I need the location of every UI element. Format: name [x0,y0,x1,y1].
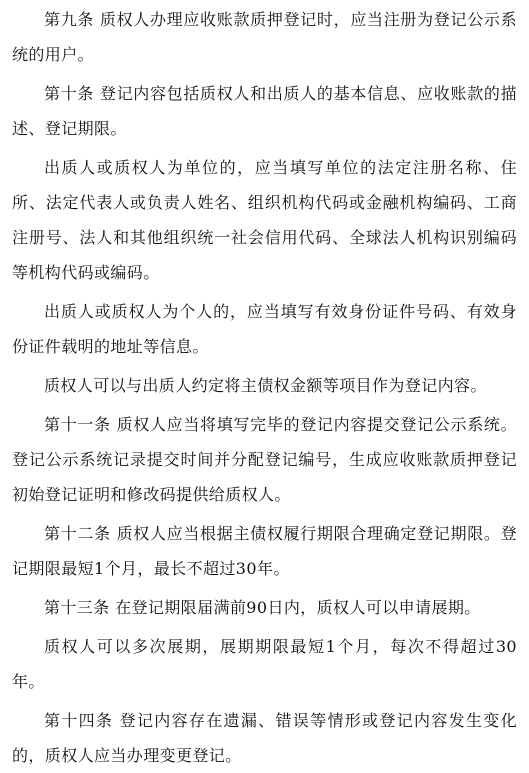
paragraph-article-9: 第九条 质权人办理应收账款质押登记时，应当注册为登记公示系统的用户。 [12,10,517,64]
paragraph-article-11: 第十一条 质权人应当将填写完毕的登记内容提交登记公示系统。登记公示系统记录提交时间并分配登记编号，生成应收账款质押登记初始登记证明和修改码提供给质权人。 [12,415,517,504]
document-page [12,2,517,773]
paragraph-article-14: 第十四条 登记内容存在遗漏、错误等情形或登记内容发生变化的，质权人应当办理变更登记。 [12,711,517,765]
paragraph-article-12: 第十二条 质权人应当根据主债权履行期限合理确定登记期限。登记期限最短1个月，最长不超过30年。 [12,524,517,578]
paragraph-article-13: 第十三条 在登记期限届满前90日内，质权人可以申请展期。 [44,598,481,617]
paragraph-agreed-content: 质权人可以与出质人约定将主债权金额等项目作为登记内容。 [44,376,487,395]
paragraph-extension: 质权人可以多次展期，展期期限最短1个月，每次不得超过30年。 [12,637,517,691]
paragraph-entity-info: 出质人或质权人为单位的，应当填写单位的法定注册名称、住所、法定代表人或负责人姓名、组织机构代码或金融机构编码、工商注册号、法人和其他组织统一社会信用代码、全球法人机构识别编码等机构代码或编码。 [12,158,517,282]
paragraph-individual-info: 出质人或质权人为个人的，应当填写有效身份证件号码、有效身份证件载明的地址等信息。 [12,302,517,356]
paragraph-article-10: 第十条 登记内容包括质权人和出质人的基本信息、应收账款的描述、登记期限。 [12,84,517,138]
